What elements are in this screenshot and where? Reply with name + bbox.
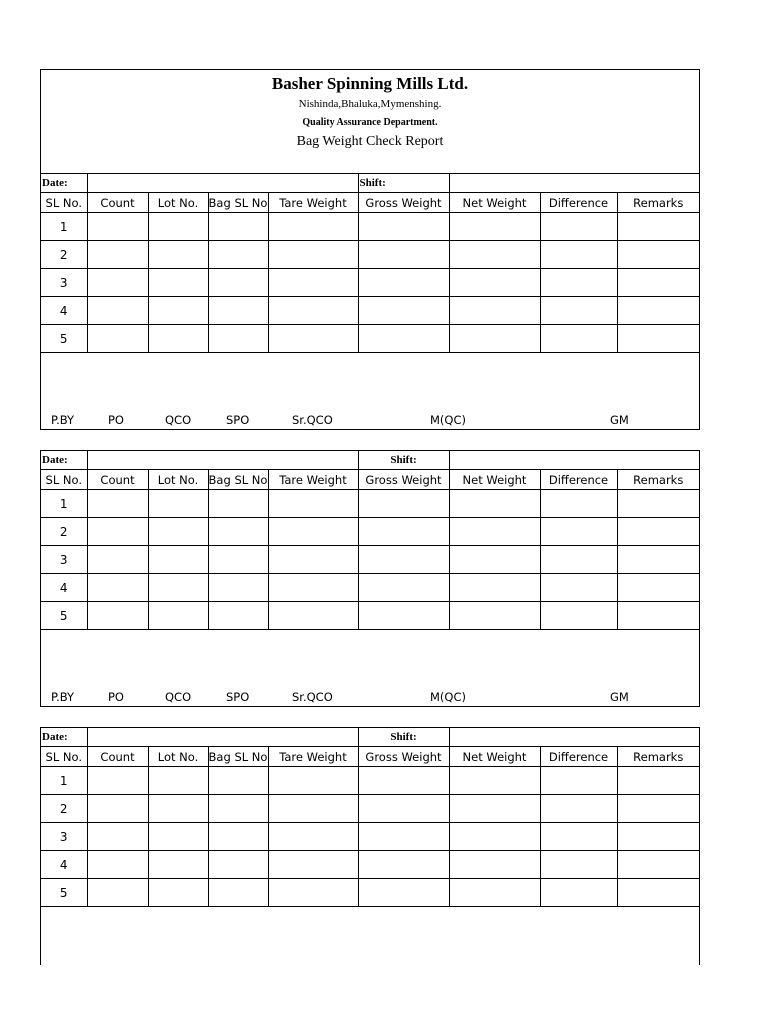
- cell[interactable]: [540, 795, 617, 823]
- row-number: 4: [41, 574, 87, 602]
- cell[interactable]: [208, 213, 268, 241]
- cell[interactable]: [268, 602, 358, 630]
- cell[interactable]: [449, 879, 540, 907]
- cell[interactable]: [87, 574, 148, 602]
- table-row: [41, 795, 699, 823]
- cell[interactable]: [87, 879, 148, 907]
- col-net-weight: Net Weight: [449, 470, 540, 490]
- cell[interactable]: [268, 795, 358, 823]
- cell[interactable]: [268, 490, 358, 518]
- row-number: 3: [41, 823, 87, 851]
- col-gross-weight: Gross Weight: [358, 470, 449, 490]
- signature-area: [41, 907, 699, 963]
- cell[interactable]: [268, 823, 358, 851]
- table-row: [41, 546, 699, 574]
- cell[interactable]: [540, 546, 617, 574]
- row-number: 5: [41, 602, 87, 630]
- cell[interactable]: [358, 879, 449, 907]
- signature-spo: SPO: [226, 413, 250, 427]
- report-section-2: [40, 450, 700, 707]
- signature-area: [41, 353, 699, 429]
- cell[interactable]: [449, 490, 540, 518]
- cell[interactable]: [87, 269, 148, 297]
- cell[interactable]: [617, 823, 699, 851]
- cell[interactable]: [208, 297, 268, 325]
- cell[interactable]: [617, 767, 699, 795]
- cell[interactable]: [148, 767, 208, 795]
- cell[interactable]: [449, 213, 540, 241]
- cell[interactable]: [358, 602, 449, 630]
- date-shift-row: [41, 174, 699, 193]
- cell[interactable]: [87, 795, 148, 823]
- cell[interactable]: [208, 602, 268, 630]
- cell[interactable]: [148, 823, 208, 851]
- date-shift-row: [41, 451, 699, 470]
- cell[interactable]: [358, 795, 449, 823]
- cell[interactable]: [87, 325, 148, 353]
- cell[interactable]: [540, 767, 617, 795]
- report-header: [41, 70, 699, 174]
- cell[interactable]: [208, 269, 268, 297]
- row-number: 4: [41, 851, 87, 879]
- cell[interactable]: [148, 241, 208, 269]
- cell[interactable]: [449, 325, 540, 353]
- cell[interactable]: [87, 823, 148, 851]
- col-tare-weight: Tare Weight: [268, 470, 358, 490]
- cell[interactable]: [540, 518, 617, 546]
- table-row: [41, 602, 699, 630]
- cell[interactable]: [148, 879, 208, 907]
- column-header-row: [41, 193, 699, 213]
- cell[interactable]: [449, 518, 540, 546]
- cell[interactable]: [208, 546, 268, 574]
- cell[interactable]: [617, 879, 699, 907]
- table-row: [41, 574, 699, 602]
- bag-weight-table: [41, 451, 699, 630]
- cell[interactable]: [268, 325, 358, 353]
- report-title: Bag Weight Check Report: [296, 134, 444, 149]
- cell[interactable]: [148, 213, 208, 241]
- cell[interactable]: [87, 213, 148, 241]
- cell[interactable]: [617, 490, 699, 518]
- cell[interactable]: [449, 297, 540, 325]
- col-net-weight: Net Weight: [449, 193, 540, 213]
- cell[interactable]: [268, 879, 358, 907]
- date-field[interactable]: [87, 728, 358, 747]
- cell[interactable]: [617, 297, 699, 325]
- table-row: [41, 879, 699, 907]
- cell[interactable]: [617, 574, 699, 602]
- cell[interactable]: [358, 851, 449, 879]
- cell[interactable]: [148, 269, 208, 297]
- cell[interactable]: [268, 297, 358, 325]
- signature-mqc: M(QC): [430, 413, 466, 427]
- col-sl-no: SL No.: [41, 747, 87, 767]
- cell[interactable]: [148, 851, 208, 879]
- cell[interactable]: [268, 518, 358, 546]
- cell[interactable]: [358, 546, 449, 574]
- cell[interactable]: [148, 297, 208, 325]
- col-remarks: Remarks: [617, 470, 699, 490]
- bag-weight-table: [41, 174, 699, 353]
- table-row: [41, 297, 699, 325]
- cell[interactable]: [148, 574, 208, 602]
- cell[interactable]: [208, 767, 268, 795]
- date-field[interactable]: [87, 451, 358, 470]
- company-address: Nishinda,Bhaluka,Mymenshing.: [298, 98, 442, 110]
- cell[interactable]: [449, 851, 540, 879]
- cell[interactable]: [87, 518, 148, 546]
- signature-po: PO: [108, 413, 124, 427]
- table-row: [41, 518, 699, 546]
- col-gross-weight: Gross Weight: [358, 747, 449, 767]
- cell[interactable]: [208, 490, 268, 518]
- shift-field[interactable]: [449, 174, 699, 193]
- cell[interactable]: [449, 767, 540, 795]
- date-label: Date:: [41, 728, 87, 747]
- signature-gm: GM: [610, 413, 629, 427]
- col-bag-sl-no: Bag SL No: [208, 193, 268, 213]
- signature-qco: QCO: [165, 413, 192, 427]
- cell[interactable]: [540, 241, 617, 269]
- col-lot-no: Lot No.: [148, 747, 208, 767]
- cell[interactable]: [449, 823, 540, 851]
- col-net-weight: Net Weight: [449, 747, 540, 767]
- cell[interactable]: [358, 518, 449, 546]
- row-number: 1: [41, 767, 87, 795]
- cell[interactable]: [358, 269, 449, 297]
- cell[interactable]: [87, 241, 148, 269]
- row-number: 4: [41, 297, 87, 325]
- row-number: 2: [41, 241, 87, 269]
- col-lot-no: Lot No.: [148, 193, 208, 213]
- cell[interactable]: [268, 767, 358, 795]
- signature-spo: SPO: [226, 690, 250, 704]
- col-bag-sl-no: Bag SL No: [208, 470, 268, 490]
- cell[interactable]: [268, 213, 358, 241]
- col-remarks: Remarks: [617, 747, 699, 767]
- cell[interactable]: [617, 546, 699, 574]
- cell[interactable]: [449, 574, 540, 602]
- cell[interactable]: [87, 490, 148, 518]
- cell[interactable]: [540, 213, 617, 241]
- row-number: 3: [41, 546, 87, 574]
- signature-pby: P.BY: [51, 413, 75, 427]
- signature-srqco: Sr.QCO: [292, 690, 333, 704]
- cell[interactable]: [540, 602, 617, 630]
- cell[interactable]: [208, 325, 268, 353]
- signature-mqc: M(QC): [430, 690, 466, 704]
- shift-field[interactable]: [449, 728, 699, 747]
- cell[interactable]: [540, 269, 617, 297]
- shift-label: Shift:: [358, 174, 449, 193]
- table-row: [41, 823, 699, 851]
- cell[interactable]: [617, 851, 699, 879]
- cell[interactable]: [358, 490, 449, 518]
- table-row: [41, 269, 699, 297]
- signature-pby: P.BY: [51, 690, 75, 704]
- row-number: 3: [41, 269, 87, 297]
- col-bag-sl-no: Bag SL No: [208, 747, 268, 767]
- table-row: [41, 767, 699, 795]
- col-difference: Difference: [540, 193, 617, 213]
- cell[interactable]: [449, 241, 540, 269]
- date-field[interactable]: [87, 174, 358, 193]
- cell[interactable]: [208, 518, 268, 546]
- table-row: [41, 490, 699, 518]
- col-count: Count: [87, 747, 148, 767]
- col-tare-weight: Tare Weight: [268, 193, 358, 213]
- cell[interactable]: [358, 297, 449, 325]
- col-difference: Difference: [540, 747, 617, 767]
- cell[interactable]: [540, 325, 617, 353]
- cell[interactable]: [449, 269, 540, 297]
- cell[interactable]: [358, 574, 449, 602]
- col-lot-no: Lot No.: [148, 470, 208, 490]
- cell[interactable]: [208, 795, 268, 823]
- col-count: Count: [87, 470, 148, 490]
- col-difference: Difference: [540, 470, 617, 490]
- cell[interactable]: [540, 490, 617, 518]
- cell[interactable]: [617, 269, 699, 297]
- cell[interactable]: [617, 795, 699, 823]
- cell[interactable]: [540, 823, 617, 851]
- cell[interactable]: [87, 546, 148, 574]
- cell[interactable]: [540, 851, 617, 879]
- cell[interactable]: [540, 574, 617, 602]
- date-label: Date:: [41, 174, 87, 193]
- cell[interactable]: [449, 602, 540, 630]
- cell[interactable]: [449, 546, 540, 574]
- col-tare-weight: Tare Weight: [268, 747, 358, 767]
- department-name: Quality Assurance Department.: [302, 117, 438, 128]
- table-row: [41, 241, 699, 269]
- cell[interactable]: [268, 851, 358, 879]
- cell[interactable]: [617, 518, 699, 546]
- column-header-row: [41, 470, 699, 490]
- col-count: Count: [87, 193, 148, 213]
- col-sl-no: SL No.: [41, 193, 87, 213]
- cell[interactable]: [358, 241, 449, 269]
- cell[interactable]: [268, 546, 358, 574]
- column-header-row: [41, 747, 699, 767]
- cell[interactable]: [148, 795, 208, 823]
- cell[interactable]: [208, 823, 268, 851]
- shift-label: Shift:: [358, 728, 449, 747]
- row-number: 2: [41, 795, 87, 823]
- company-name: Basher Spinning Mills Ltd.: [271, 74, 469, 93]
- report-section-3: [40, 727, 700, 965]
- cell[interactable]: [617, 602, 699, 630]
- cell[interactable]: [358, 213, 449, 241]
- report-section-1: [40, 69, 700, 430]
- bag-weight-table: [41, 728, 699, 907]
- cell[interactable]: [540, 297, 617, 325]
- cell[interactable]: [449, 795, 540, 823]
- cell[interactable]: [617, 325, 699, 353]
- signature-po: PO: [108, 690, 124, 704]
- cell[interactable]: [358, 823, 449, 851]
- cell[interactable]: [148, 325, 208, 353]
- date-label: Date:: [41, 451, 87, 470]
- col-remarks: Remarks: [617, 193, 699, 213]
- row-number: 1: [41, 490, 87, 518]
- row-number: 2: [41, 518, 87, 546]
- cell[interactable]: [87, 851, 148, 879]
- cell[interactable]: [87, 767, 148, 795]
- shift-field[interactable]: [449, 451, 699, 470]
- cell[interactable]: [617, 241, 699, 269]
- cell[interactable]: [148, 546, 208, 574]
- cell[interactable]: [358, 767, 449, 795]
- cell[interactable]: [148, 518, 208, 546]
- row-number: 5: [41, 879, 87, 907]
- cell[interactable]: [148, 490, 208, 518]
- date-shift-row: [41, 728, 699, 747]
- col-sl-no: SL No.: [41, 470, 87, 490]
- cell[interactable]: [87, 602, 148, 630]
- cell[interactable]: [617, 213, 699, 241]
- cell[interactable]: [268, 241, 358, 269]
- cell[interactable]: [87, 297, 148, 325]
- cell[interactable]: [208, 574, 268, 602]
- row-number: 1: [41, 213, 87, 241]
- cell[interactable]: [208, 851, 268, 879]
- table-row: [41, 213, 699, 241]
- signature-area: [41, 630, 699, 706]
- cell[interactable]: [358, 325, 449, 353]
- cell[interactable]: [268, 574, 358, 602]
- cell[interactable]: [540, 879, 617, 907]
- table-row: [41, 325, 699, 353]
- signature-qco: QCO: [165, 690, 192, 704]
- cell[interactable]: [148, 602, 208, 630]
- shift-label: Shift:: [358, 451, 449, 470]
- signature-gm: GM: [610, 690, 629, 704]
- row-number: 5: [41, 325, 87, 353]
- table-row: [41, 851, 699, 879]
- cell[interactable]: [208, 879, 268, 907]
- signature-srqco: Sr.QCO: [292, 413, 333, 427]
- col-gross-weight: Gross Weight: [358, 193, 449, 213]
- cell[interactable]: [268, 269, 358, 297]
- cell[interactable]: [208, 241, 268, 269]
